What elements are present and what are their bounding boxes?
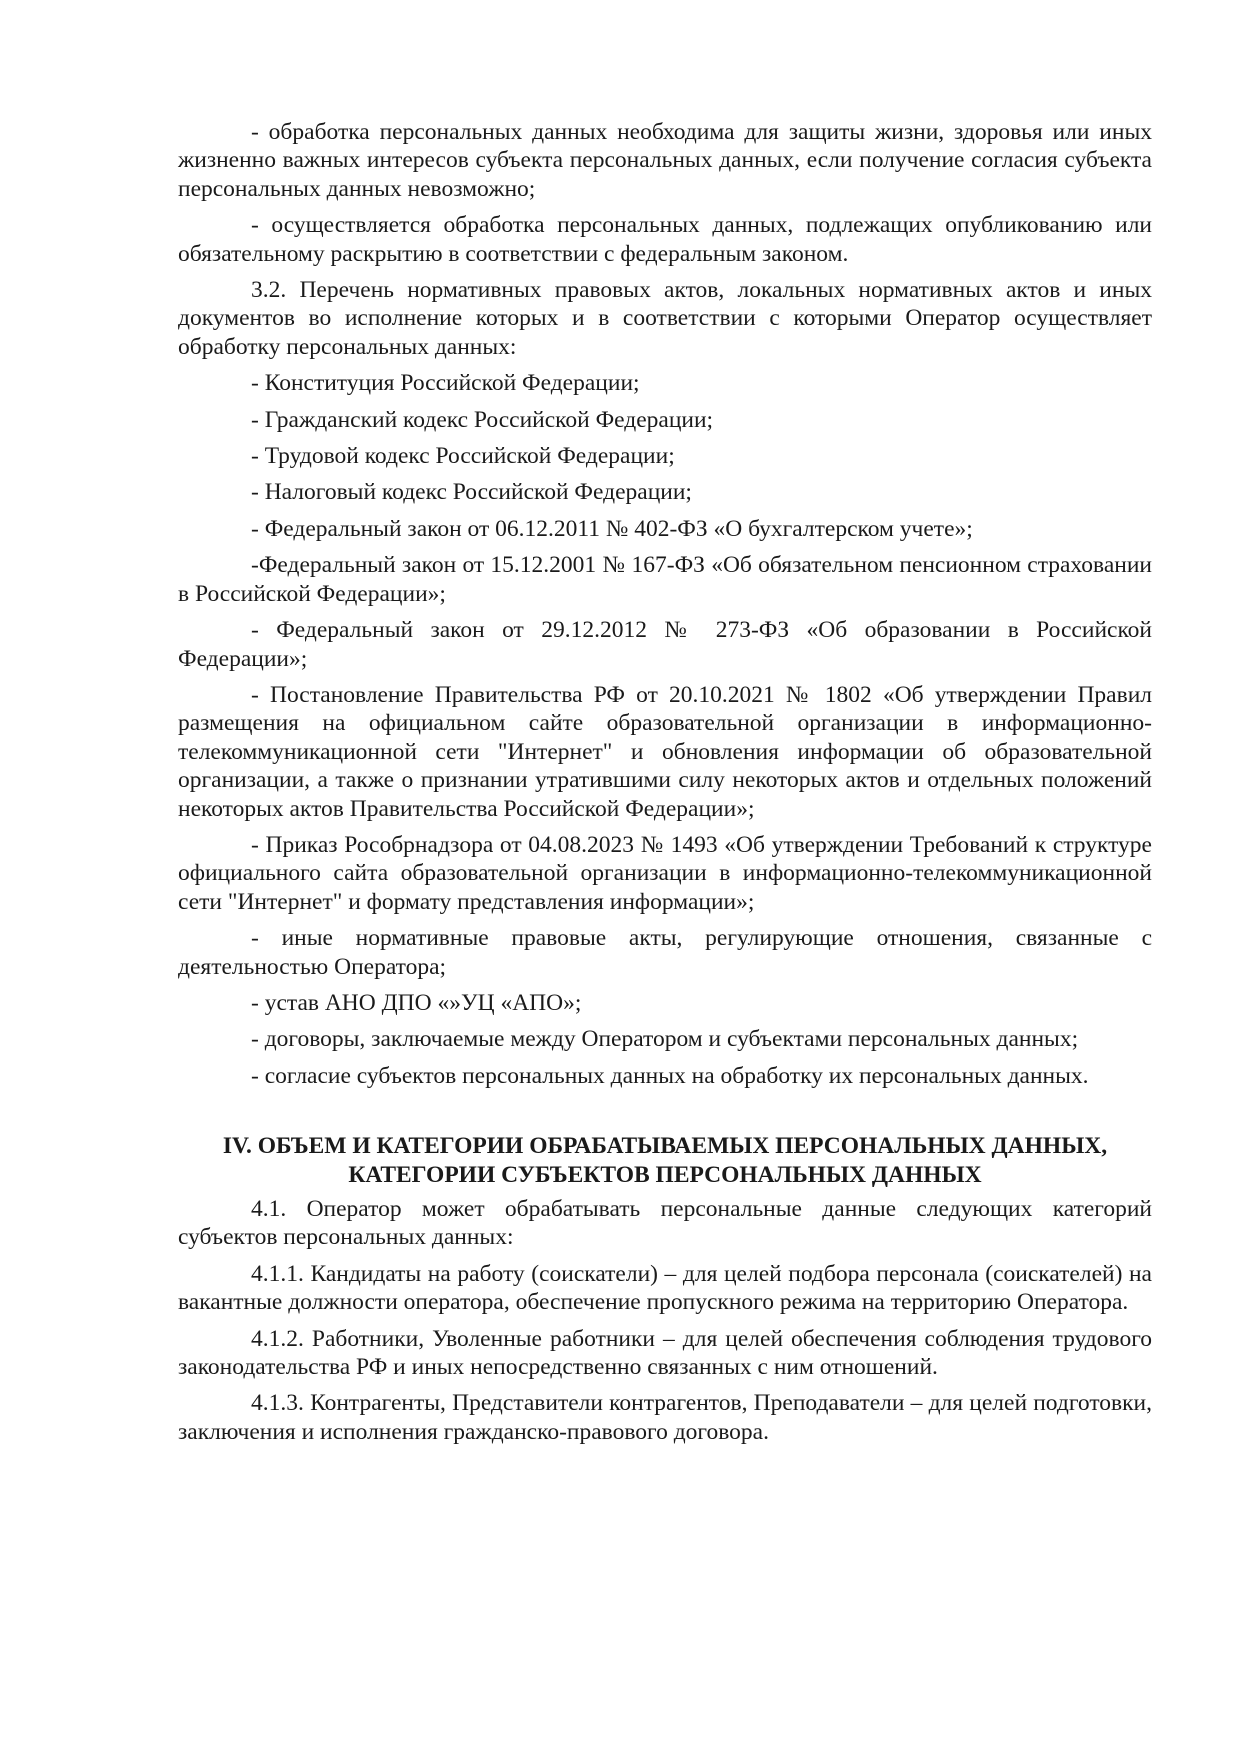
list-item-pension-law: -Федеральный закон от 15.12.2001 № 167-ФЗ «Об обязательном пенсионном страховании в Российской Федерации»; xyxy=(178,552,1152,607)
list-item-tax-code: - Налоговый кодекс Российской Федерации; xyxy=(251,479,692,506)
list-item-accounting-law: - Федеральный закон от 06.12.2011 № 402-ФЗ «О бухгалтерском учете»; xyxy=(251,515,973,542)
list-item-other-acts: - иные нормативные правовые акты, регулирующие отношения, связанные с деятельностью Оператора; xyxy=(178,925,1152,980)
document-page xyxy=(178,118,1152,1454)
paragraph-3-2: 3.2. Перечень нормативных правовых актов, локальных нормативных актов и иных документов во исполнение которых и в соответствии с которыми Оператор осуществляет обработку персональных данных: xyxy=(178,277,1152,360)
list-item-civil-code: - Гражданский кодекс Российской Федерации; xyxy=(251,406,714,433)
paragraph-publication: - осуществляется обработка персональных данных, подлежащих опубликованию или обязательному раскрытию в соответствии с федеральным законом. xyxy=(178,212,1152,267)
list-item-charter: - устав АНО ДПО «»УЦ «АПО»; xyxy=(251,989,582,1016)
section-heading-line1: IV. ОБЪЕМ И КАТЕГОРИИ ОБРАБАТЫВАЕМЫХ ПЕРСОНАЛЬНЫХ ДАННЫХ, xyxy=(222,1133,1108,1160)
list-item-education-law: - Федеральный закон от 29.12.2012 № 273-ФЗ «Об образовании в Российской Федерации»; xyxy=(178,617,1152,672)
paragraph-vital-interests: - обработка персональных данных необходима для защиты жизни, здоровья или иных жизненно важных интересов субъекта персональных данных, если получение согласия субъекта персональных данных невозможно; xyxy=(178,119,1152,202)
list-item-contracts: - договоры, заключаемые между Оператором и субъектами персональных данных; xyxy=(251,1026,1079,1053)
section-heading-iv xyxy=(178,1132,1152,1189)
paragraph-4-1-2: 4.1.2. Работники, Уволенные работники – для целей обеспечения соблюдения трудового законодательства РФ и иных непосредственно связанных с ним отношений. xyxy=(178,1325,1152,1381)
list-item-rosobrnadzor-order: - Приказ Рособрнадзора от 04.08.2023 № 1493 «Об утверждении Требований к структуре официального сайта образовательной организации в информационно-телекоммуникационной сети "Интернет" и формату представления информации»; xyxy=(178,831,1152,915)
paragraph-4-1-1: 4.1.1. Кандидаты на работу (соискатели) – для целей подбора персонала (соискателей) на вакантные должности оператора, обеспечение пропускного режима на территорию Оператора. xyxy=(178,1260,1152,1316)
list-item-labor-code: - Трудовой кодекс Российской Федерации; xyxy=(251,443,675,470)
list-item-constitution: - Конституция Российской Федерации; xyxy=(251,370,640,397)
list-item-government-decree: - Постановление Правительства РФ от 20.10.2021 № 1802 «Об утверждении Правил размещения на официальном сайте образовательной организации в информационно-телекоммуникационной сети "Интернет" и обновления информации об образовательной организации, а также о признании утратившими силу некоторых актов и отдельных положений некоторых актов Правительства Российской Федерации»; xyxy=(178,681,1152,822)
paragraph-4-1-3: 4.1.3. Контрагенты, Представители контрагентов, Преподаватели – для целей подготовки, заключения и исполнения гражданско-правового договора. xyxy=(178,1390,1152,1445)
list-item-consent: - согласие субъектов персональных данных на обработку их персональных данных. xyxy=(251,1062,1089,1089)
paragraph-4-1: 4.1. Оператор может обрабатывать персональные данные следующих категорий субъектов персональных данных: xyxy=(178,1196,1152,1251)
section-heading-line2: КАТЕГОРИИ СУБЪЕКТОВ ПЕРСОНАЛЬНЫХ ДАННЫХ xyxy=(348,1161,982,1188)
